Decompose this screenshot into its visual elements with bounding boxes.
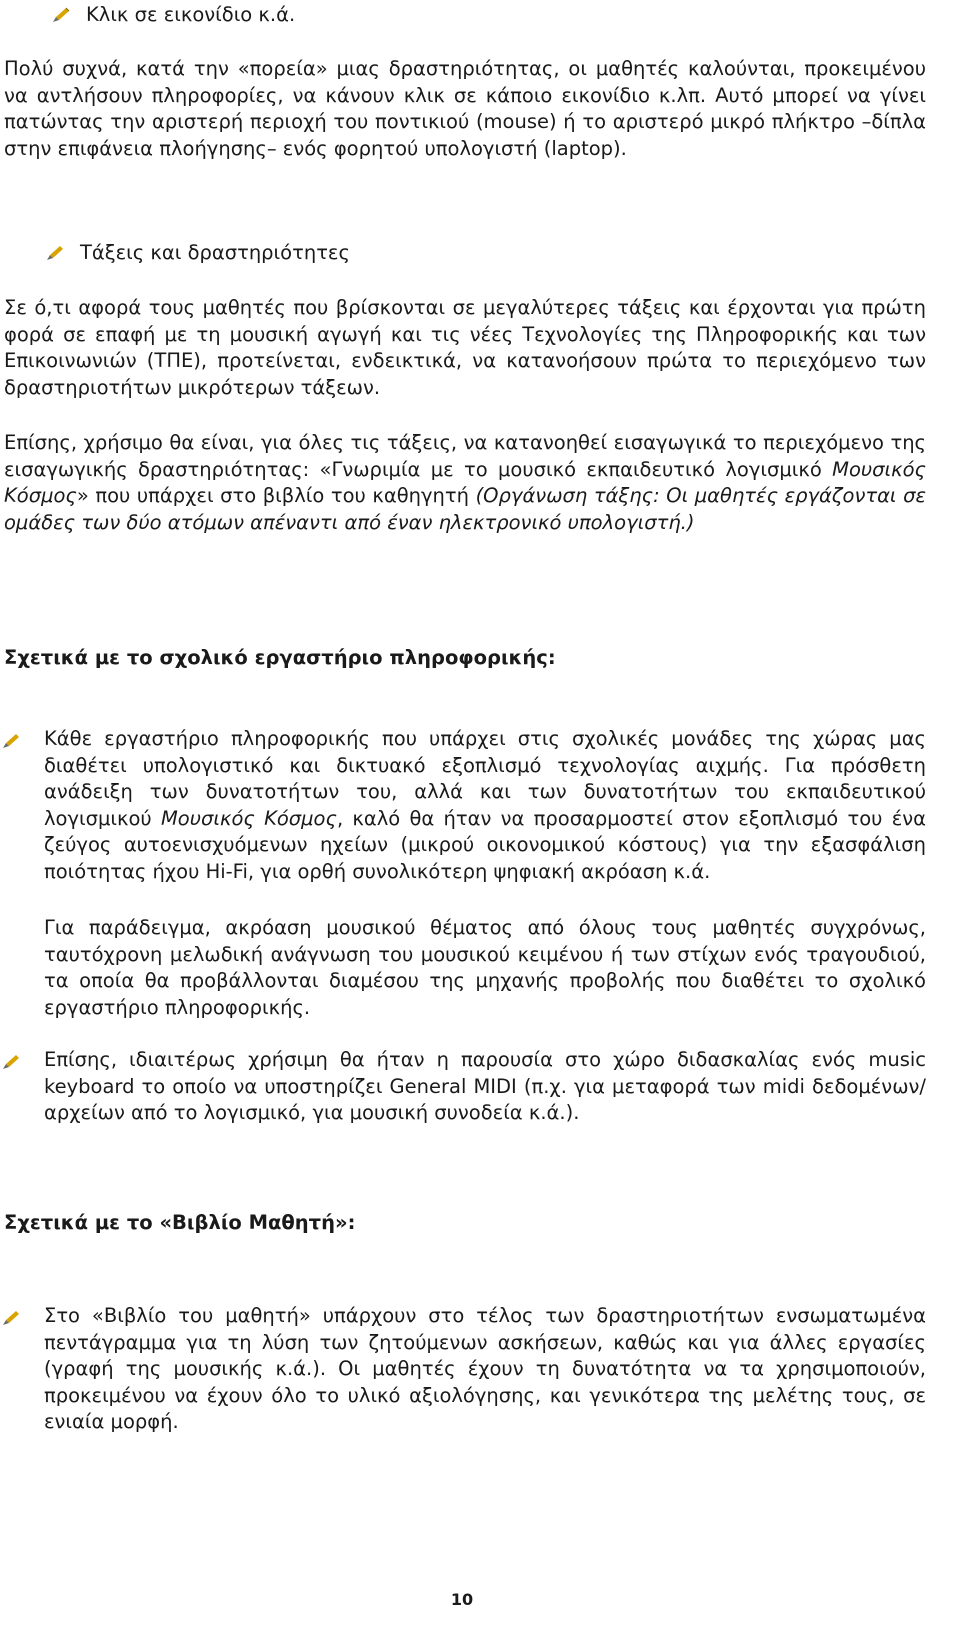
paragraph-lab-1: Κάθε εργαστήριο πληροφορικής που υπάρχει στις σχολικές μονάδες της χώρας μας διαθέτει υπολογιστικό και δικτυακό εξοπλισμό τεχνολογίας αιχμής. Για πρόσθετη ανάδειξη των δυνατοτήτων του, αλλά και των δυνατοτήτων του εκπαιδευτικού λογισμικού Μουσικός Κόσμος, καλό θα ήταν να προσαρμοστεί στον εξοπλισμό του ένα ζεύγος αυτοενισχυόμενων ηχείων (μικρού οικονομικού κόστους) για την εξασφάλιση ποιότητας ήχου Hi-Fi, για ορθή συνολικότερη ψηφιακή ακρόαση κ.ά. bbox=[44, 726, 926, 885]
section-heading-lab: Σχετικά με το σχολικό εργαστήριο πληροφορικής: bbox=[4, 646, 556, 669]
paragraph-classes-2: Επίσης, χρήσιμο θα είναι, για όλες τις τάξεις, να κατανοηθεί εισαγωγικά το περιεχόμενο της εισαγωγικής δραστηριότητας: «Γνωριμία με το μουσικό εκπαιδευτικό λογισμικό Μουσικός Κόσμος» που υπάρχει στο βιβλίο του καθηγητή (Οργάνωση τάξης: Οι μαθητές εργάζονται σε ομάδες των δύο ατόμων απέναντι από έναν ηλεκτρονικό υπολογιστή.) bbox=[4, 431, 926, 534]
pin-bullet-icon bbox=[50, 4, 72, 22]
page-number: 10 bbox=[450, 1590, 474, 1609]
pin-bullet-icon bbox=[44, 242, 66, 260]
bullet-text: Τάξεις και δραστηριότητες bbox=[80, 241, 350, 264]
pin-bullet-icon bbox=[0, 730, 22, 748]
bullet-item-click-icon bbox=[50, 2, 295, 29]
pin-bullet-icon bbox=[0, 1307, 22, 1325]
paragraph-lab-3: Επίσης, ιδιαιτέρως χρήσιμη θα ήταν η παρουσία στο χώρο διδασκαλίας ενός music keyboard το οποίο να υποστηρίζει General MIDI (π.χ. για μεταφορά των midi δεδομένων/αρχείων από το λογισμικό, για μουσική συνοδεία κ.ά.). bbox=[44, 1047, 926, 1127]
bullet-text: Κλικ σε εικονίδιο κ.ά. bbox=[86, 3, 296, 26]
paragraph-click: Πολύ συχνά, κατά την «πορεία» μιας δραστηριότητας, οι μαθητές καλούνται, προκειμένου να αντλήσουν πληροφορίες, να κάνουν κλικ σε κάποιο εικονίδιο κ.λπ. Αυτό μπορεί να γίνει πατώντας την αριστερή περιοχή του ποντικιού (mouse) ή το αριστερό μικρό πλήκτρο –δίπλα στην επιφάνεια πλοήγησης– ενός φορητού υπολογιστή (laptop). bbox=[4, 57, 926, 160]
section-heading-book: Σχετικά με το «Βιβλίο Μαθητή»: bbox=[4, 1211, 356, 1234]
paragraph-book: Στο «Βιβλίο του μαθητή» υπάρχουν στο τέλος των δραστηριοτήτων ενσωματωμένα πεντάγραμμα για τη λύση των ζητούμενων ασκήσεων, καθώς και για άλλες εργασίες (γραφή της μουσικής κ.ά.). Οι μαθητές έχουν τη δυνατότητα να τα χρησιμοποιούν, προκειμένου να έχουν όλο το υλικό αξιολόγησης, και γενικότερα της μελέτης τους, σε ενιαία μορφή. bbox=[44, 1303, 926, 1436]
paragraph-lab-2: Για παράδειγμα, ακρόαση μουσικού θέματος από όλους τους μαθητές συγχρόνως, ταυτόχρονη μελωδική ανάγνωση του μουσικού κειμένου ή των στίχων ενός τραγουδιού, τα οποία θα προβάλλονται διαμέσου της μηχανής προβολής που διαθέτει το σχολικό εργαστήριο πληροφορικής. bbox=[44, 916, 926, 1019]
pin-bullet-icon bbox=[0, 1051, 22, 1069]
bullet-item-classes bbox=[44, 240, 350, 267]
paragraph-classes-1: Σε ό,τι αφορά τους μαθητές που βρίσκονται σε μεγαλύτερες τάξεις και έρχονται για πρώτη φορά σε επαφή με τη μουσική αγωγή και τις νέες Τεχνολογίες της Πληροφορικής και των Επικοινωνιών (ΤΠΕ), προτείνεται, ενδεικτικά, να κατανοήσουν πρώτα το περιεχόμενο των δραστηριοτήτων μικρότερων τάξεων. bbox=[4, 296, 926, 399]
